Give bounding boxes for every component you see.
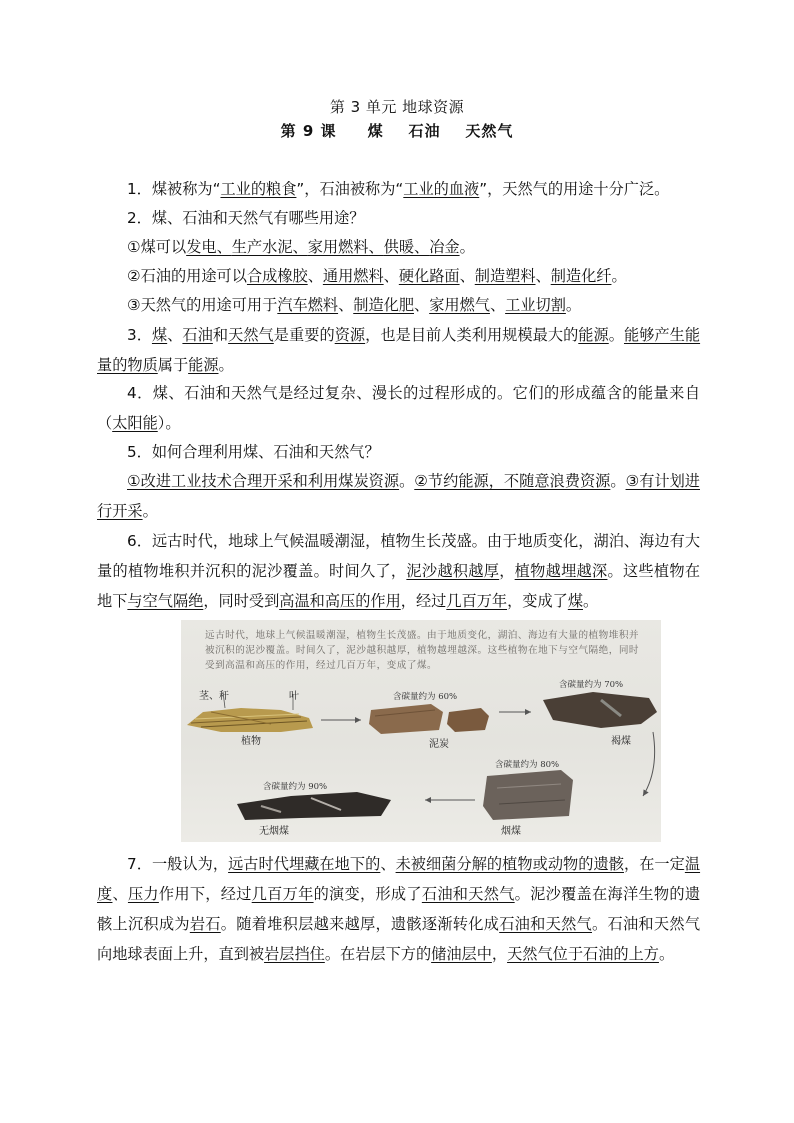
answer-text: 能源 bbox=[188, 356, 219, 374]
separator: 、 bbox=[414, 238, 430, 256]
figure-illustration bbox=[181, 620, 661, 842]
text: ②石油的用途可以 bbox=[127, 267, 247, 285]
separator: 、 bbox=[414, 296, 430, 314]
text: 的演变，形成了 bbox=[313, 885, 422, 903]
answer-text: 石油和天然气 bbox=[421, 885, 515, 903]
separator: 、 bbox=[292, 238, 308, 256]
unit-title: 第 3 单元 地球资源 bbox=[329, 98, 465, 116]
text: ， bbox=[491, 945, 508, 963]
coal-uses-line bbox=[97, 232, 700, 262]
answer-text: 天然气位于石油的上方 bbox=[507, 945, 659, 963]
question-1 bbox=[97, 174, 700, 204]
question-2 bbox=[97, 203, 700, 233]
text: 。 bbox=[565, 296, 582, 314]
plant-label: 植物 bbox=[241, 736, 261, 747]
separator: 、 bbox=[307, 267, 323, 285]
question-number: 4． bbox=[127, 384, 153, 402]
text: 。 bbox=[658, 945, 675, 963]
bituminous-carbon-label: 含碳量约为 80% bbox=[495, 760, 560, 770]
answer-text: 工业切割 bbox=[505, 296, 566, 314]
text: 、 bbox=[167, 326, 183, 344]
separator: 、 bbox=[459, 267, 475, 285]
answer-text: 未被细菌分解的植物或动物的遗骸 bbox=[395, 855, 624, 873]
text: 。石油和天然气向地球表面上升，直到被 bbox=[97, 915, 700, 963]
text: 一般认为， bbox=[151, 855, 229, 873]
text: ①煤可以 bbox=[127, 238, 187, 256]
question-5 bbox=[97, 437, 700, 467]
answer-text: 岩层挡住 bbox=[264, 945, 325, 963]
text: 。这些植物在地下 bbox=[97, 562, 700, 610]
answer-text: 制造化纤 bbox=[550, 267, 612, 285]
text: 。 bbox=[608, 326, 624, 344]
text: 。 bbox=[611, 267, 627, 285]
answer-text: 工业的粮食 bbox=[220, 180, 297, 198]
text: ，经过 bbox=[400, 592, 447, 610]
separator: 、 bbox=[535, 267, 551, 285]
text: 和 bbox=[212, 326, 229, 344]
question-7 bbox=[97, 849, 700, 969]
arrow-icon bbox=[643, 732, 655, 796]
separator: 、 bbox=[368, 238, 384, 256]
text: 。泥沙覆盖在海洋生物的遗骸上沉积成为 bbox=[97, 885, 700, 933]
answer-text: 泥沙越积越厚 bbox=[406, 562, 500, 580]
answer-text: 压力 bbox=[127, 885, 159, 903]
question-3 bbox=[97, 320, 700, 380]
answer-text: 天然气 bbox=[228, 326, 274, 344]
bituminous-label: 烟煤 bbox=[501, 826, 521, 837]
separator: 、 bbox=[383, 267, 399, 285]
answer-text: 几百万年 bbox=[446, 592, 508, 610]
answer-text: 温度 bbox=[97, 855, 701, 903]
bituminous-coal-image bbox=[483, 770, 573, 820]
anthracite-carbon-label: 含碳量约为 90% bbox=[263, 782, 328, 792]
answer-text: 合成橡胶 bbox=[246, 267, 308, 285]
answer-text: 工业的血液 bbox=[403, 180, 480, 198]
separator: 、 bbox=[338, 296, 354, 314]
text: ，在一定 bbox=[623, 855, 685, 873]
answer-text: 供暖 bbox=[383, 238, 414, 256]
question-text: 煤、石油和天然气有哪些用途？ bbox=[151, 209, 365, 227]
text: ，同时受到 bbox=[203, 592, 280, 610]
answer-text: ①改进工业技术合理开采和利用煤炭资源 bbox=[127, 472, 400, 490]
text: 作用下，经过 bbox=[158, 885, 252, 903]
text: ③天然气的用途可用于 bbox=[127, 296, 278, 314]
answer-text: 岩石 bbox=[189, 915, 221, 933]
answer-text: 家用燃气 bbox=[429, 296, 490, 314]
answer-text: 资源 bbox=[334, 326, 366, 344]
stem-label: 茎、秆 bbox=[199, 691, 229, 702]
answer-text: 制造化肥 bbox=[353, 296, 414, 314]
answer-text: 冶金 bbox=[429, 238, 460, 256]
answer-text: 制造塑料 bbox=[474, 267, 536, 285]
answer-text: 家用燃料 bbox=[307, 238, 369, 256]
answer-text: 煤 bbox=[567, 592, 583, 610]
question-5-answer bbox=[97, 466, 700, 526]
text: 、 bbox=[380, 855, 396, 873]
question-number: 7． bbox=[127, 855, 152, 873]
coal-formation-figure bbox=[181, 620, 661, 842]
text: ）。 bbox=[157, 414, 181, 432]
question-4 bbox=[97, 378, 700, 438]
answer-text: ②节约能源，不随意浪费资源 bbox=[414, 472, 611, 490]
text: 是重要的 bbox=[273, 326, 335, 344]
text: 。 bbox=[459, 238, 475, 256]
text: 。在岩层下方的 bbox=[324, 945, 432, 963]
text: ，变成了 bbox=[507, 592, 568, 610]
text: ”，石油被称为“ bbox=[296, 180, 404, 198]
figure-caption-text: 远古时代，地球上气候温暖潮湿，植物生长茂盛。由于地质变化，湖泊、海边有大量的植物堆积并被沉积的泥沙覆盖。时间久了，泥沙越积越厚，植物越埋越深。这些植物在地下与空气隔绝，同时受到高温和高压的作用，经过几百万年，变成了煤。 bbox=[205, 630, 640, 671]
text: ，也是目前人类利用规模最大的 bbox=[365, 326, 579, 344]
answer-text: 太阳能 bbox=[112, 414, 158, 432]
question-number: 2． bbox=[127, 209, 152, 227]
text: 远古时代，地球上气候温暖潮湿，植物生长茂盛。由于地质变化，湖泊、海边有大量的植物堆积并沉积的泥沙覆盖。时间久了， bbox=[97, 532, 701, 580]
question-6 bbox=[97, 526, 700, 616]
answer-text: 煤 bbox=[151, 326, 168, 344]
text: 。随着堆积层越来越厚，遗骸逐渐转化成 bbox=[220, 915, 500, 933]
anthracite-label: 无烟煤 bbox=[259, 826, 289, 837]
question-number: 5． bbox=[127, 443, 152, 461]
answer-text: 通用燃料 bbox=[322, 267, 384, 285]
leaf-label: 叶 bbox=[289, 691, 299, 702]
lignite-carbon-label: 含碳量约为 70% bbox=[559, 680, 624, 690]
question-text: 如何合理利用煤、石油和天然气？ bbox=[151, 443, 380, 461]
answer-text: 几百万年 bbox=[251, 885, 314, 903]
answer-text: 汽车燃料 bbox=[277, 296, 339, 314]
separator: 、 bbox=[216, 238, 232, 256]
anthracite-image bbox=[237, 792, 391, 820]
lignite-label: 褐煤 bbox=[611, 736, 631, 747]
answer-text: 发电 bbox=[186, 238, 217, 256]
answer-text: 高温和高压的作用 bbox=[279, 592, 401, 610]
answer-text: 石油 bbox=[182, 326, 213, 344]
separator: 、 bbox=[489, 296, 506, 314]
answer-text: 能够产生能量的物质 bbox=[97, 326, 701, 374]
text: 。 bbox=[399, 472, 415, 490]
text: 煤、石油和天然气是经过复杂、漫长的过程形成的。它们的形成蕴含的能量来自（ bbox=[97, 384, 701, 432]
answer-text: ③有计划进行开采 bbox=[97, 472, 700, 520]
answer-text: 生产水泥 bbox=[231, 238, 293, 256]
answer-text: 储油层中 bbox=[431, 945, 492, 963]
question-number: 6． bbox=[127, 532, 152, 550]
peat-label: 泥炭 bbox=[429, 739, 449, 750]
text: 。 bbox=[142, 502, 158, 520]
answer-text: 石油和天然气 bbox=[499, 915, 592, 933]
text: ”，天然气的用途十分广泛。 bbox=[479, 180, 670, 198]
peat-carbon-label: 含碳量约为 60% bbox=[393, 692, 458, 702]
text: 。 bbox=[583, 592, 599, 610]
text: 煤被称为“ bbox=[151, 180, 221, 198]
text: 。 bbox=[218, 356, 234, 374]
gas-uses-line bbox=[97, 290, 700, 320]
answer-text: 与空气隔绝 bbox=[127, 592, 204, 610]
lesson-title: 第 9 课 煤 石油 天然气 bbox=[280, 122, 514, 140]
lignite-image bbox=[543, 692, 657, 728]
oil-uses-line bbox=[97, 261, 700, 291]
question-number: 3． bbox=[127, 326, 152, 344]
answer-text: 硬化路面 bbox=[398, 267, 460, 285]
answer-text: 能源 bbox=[578, 326, 609, 344]
text: 属于 bbox=[157, 356, 189, 374]
text: 、 bbox=[112, 885, 128, 903]
question-number: 1． bbox=[127, 180, 152, 198]
text: ， bbox=[499, 562, 515, 580]
text: 。 bbox=[610, 472, 626, 490]
peat-image bbox=[369, 704, 489, 734]
answer-text: 植物越埋越深 bbox=[514, 562, 608, 580]
answer-text: 远古时代埋藏在地下的 bbox=[228, 855, 381, 873]
